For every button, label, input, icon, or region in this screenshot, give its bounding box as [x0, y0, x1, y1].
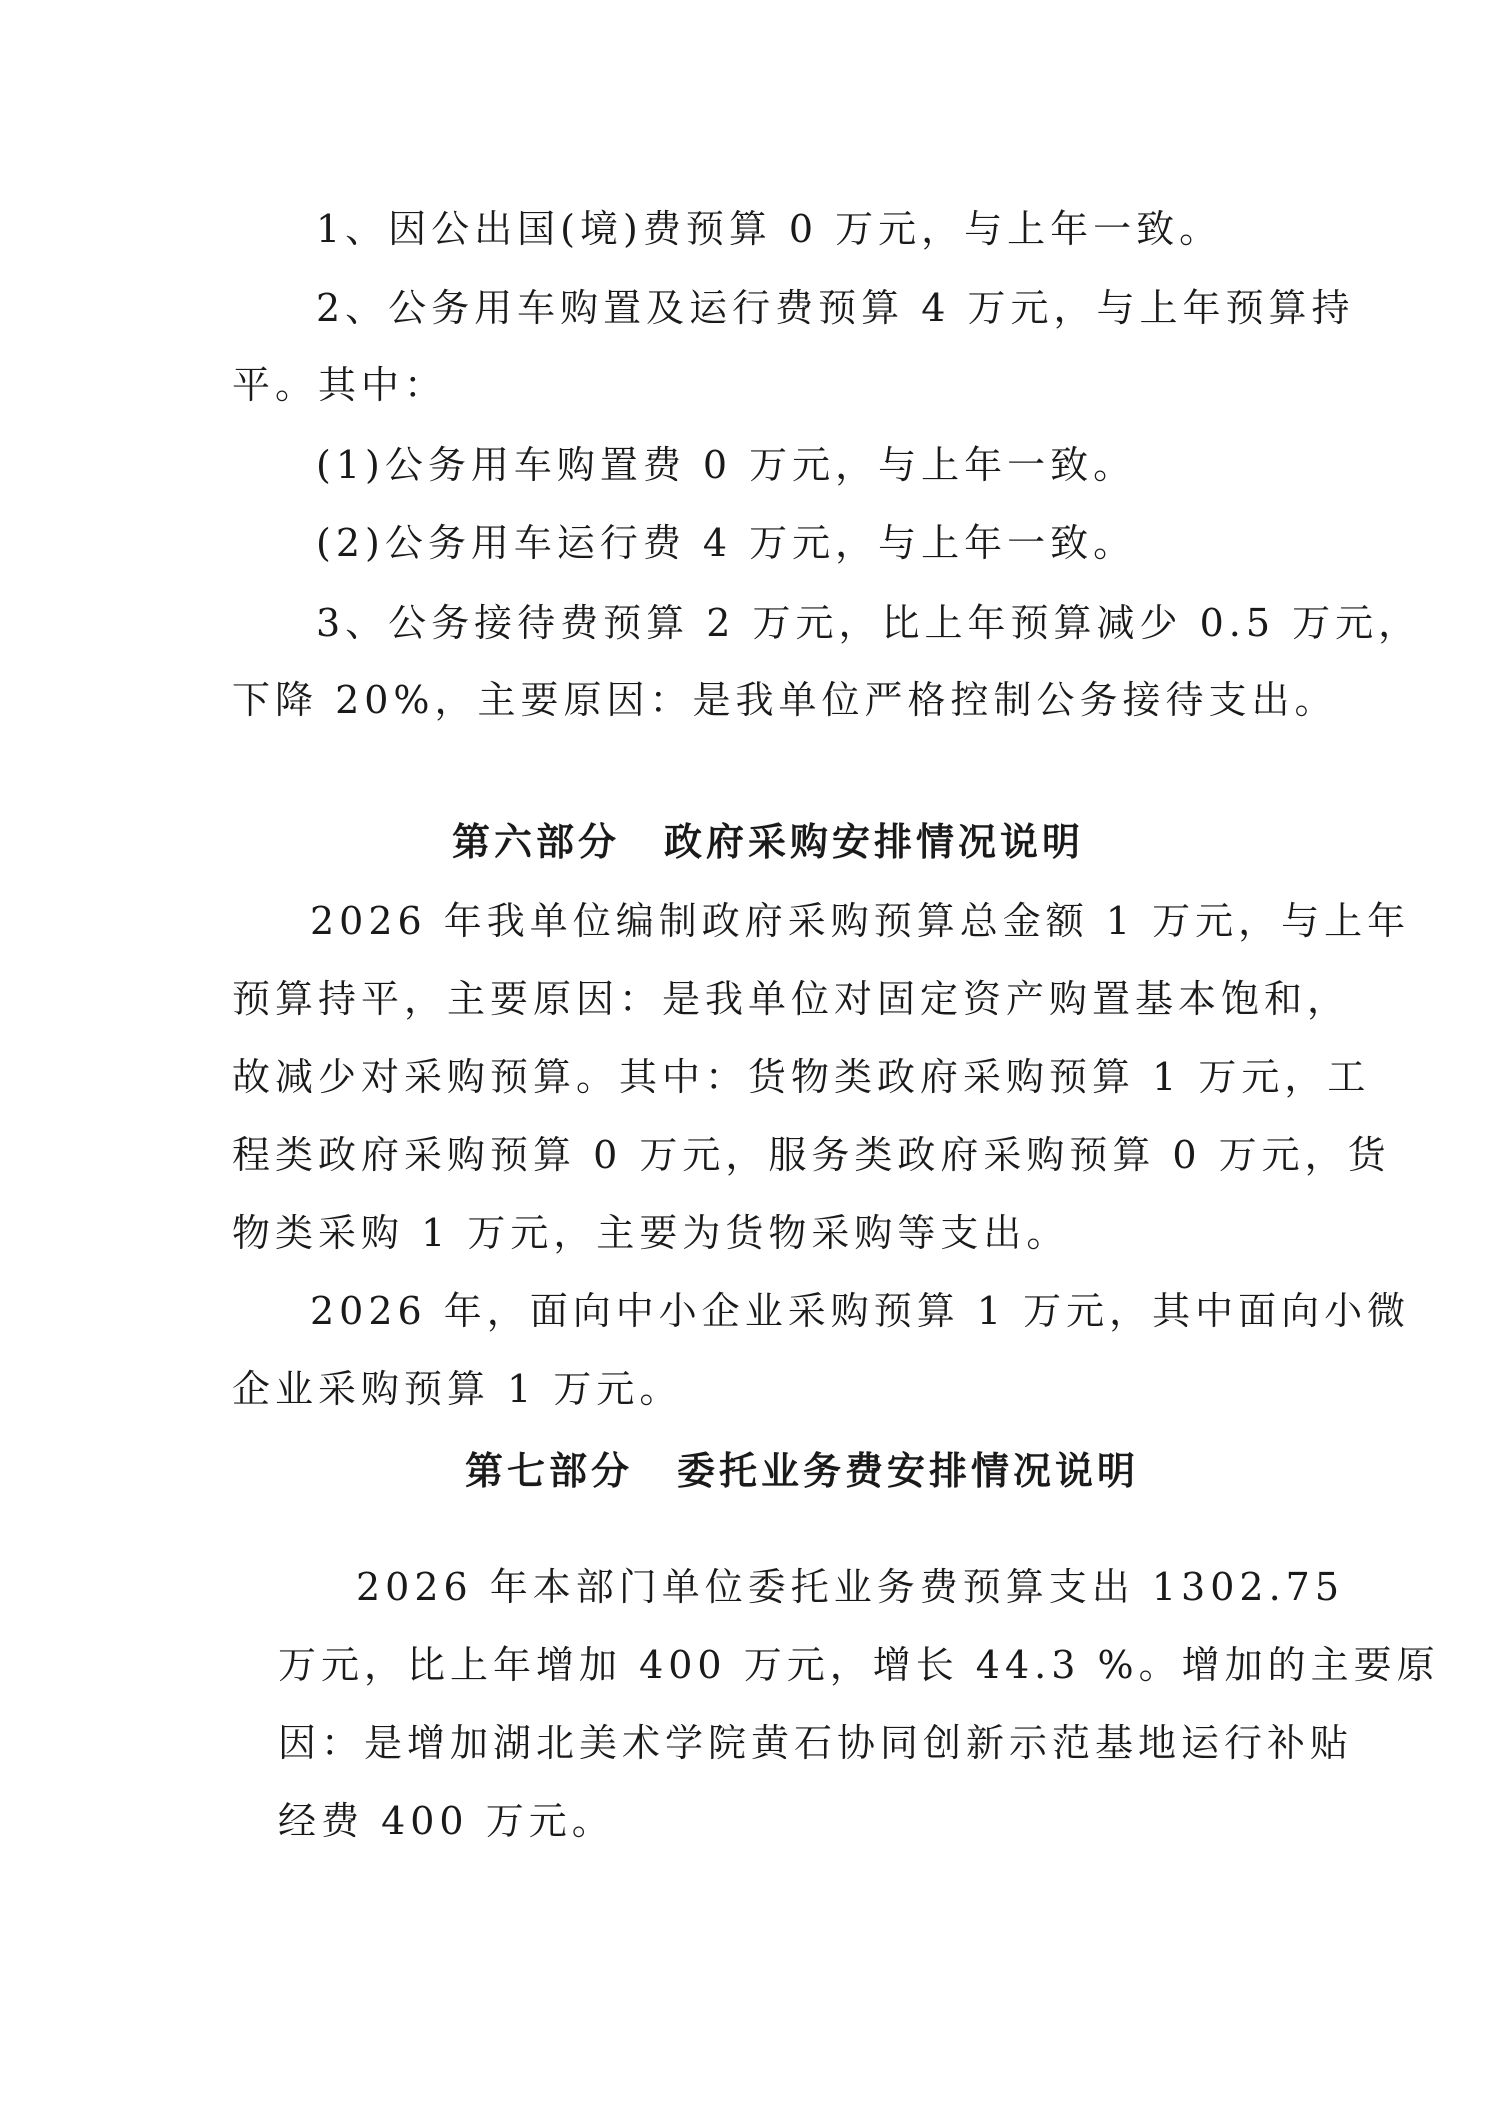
- item2-sub1: (1)公务用车购置费 0 万元，与上年一致。: [316, 443, 1137, 487]
- section7-para1-line1: 2026 年本部门单位委托业务费预算支出 1302.75: [356, 1565, 1345, 1609]
- section7-para1-line2: 万元，比上年增加 400 万元，增长 44.3 %。增加的主要原: [278, 1643, 1440, 1687]
- section7-para1-line3: 因：是增加湖北美术学院黄石协同创新示范基地运行补贴: [278, 1721, 1354, 1765]
- section6-para1-line5: 物类采购 1 万元，主要为货物采购等支出。: [232, 1211, 1070, 1255]
- item3-line2: 下降 20%，主要原因：是我单位严格控制公务接待支出。: [232, 678, 1338, 722]
- section6-para1-line4: 程类政府采购预算 0 万元，服务类政府采购预算 0 万元，货: [232, 1133, 1391, 1177]
- item2-line2: 平。其中：: [232, 363, 448, 407]
- section6-para1-line2: 预算持平，主要原因：是我单位对固定资产购置基本饱和，: [232, 977, 1351, 1021]
- section7-heading-title: 委托业务费安排情况说明: [677, 1448, 1140, 1493]
- section6-heading-title: 政府采购安排情况说明: [664, 819, 1085, 864]
- section6-heading-part: 第六部分: [452, 819, 621, 864]
- item2-line1: 2、公务用车购置及运行费预算 4 万元，与上年预算持: [316, 286, 1355, 330]
- section6-heading: [452, 819, 1084, 865]
- section6-para1-line1: 2026 年我单位编制政府采购预算总金额 1 万元，与上年: [310, 899, 1411, 943]
- section7-heading: [465, 1448, 1139, 1494]
- section7-para1-line4: 经费 400 万元。: [278, 1799, 615, 1843]
- section7-heading-part: 第七部分: [465, 1448, 634, 1493]
- section6-para2-line2: 企业采购预算 1 万元。: [232, 1367, 683, 1411]
- section6-para2-line1: 2026 年，面向中小企业采购预算 1 万元，其中面向小微: [310, 1289, 1411, 1333]
- item3-line1: 3、公务接待费预算 2 万元，比上年预算减少 0.5 万元，: [316, 601, 1422, 645]
- item1-text: 1、因公出国(境)费预算 0 万元，与上年一致。: [316, 207, 1223, 251]
- item2-sub2: (2)公务用车运行费 4 万元，与上年一致。: [316, 521, 1137, 565]
- section6-para1-line3: 故减少对采购预算。其中：货物类政府采购预算 1 万元，工: [232, 1055, 1371, 1099]
